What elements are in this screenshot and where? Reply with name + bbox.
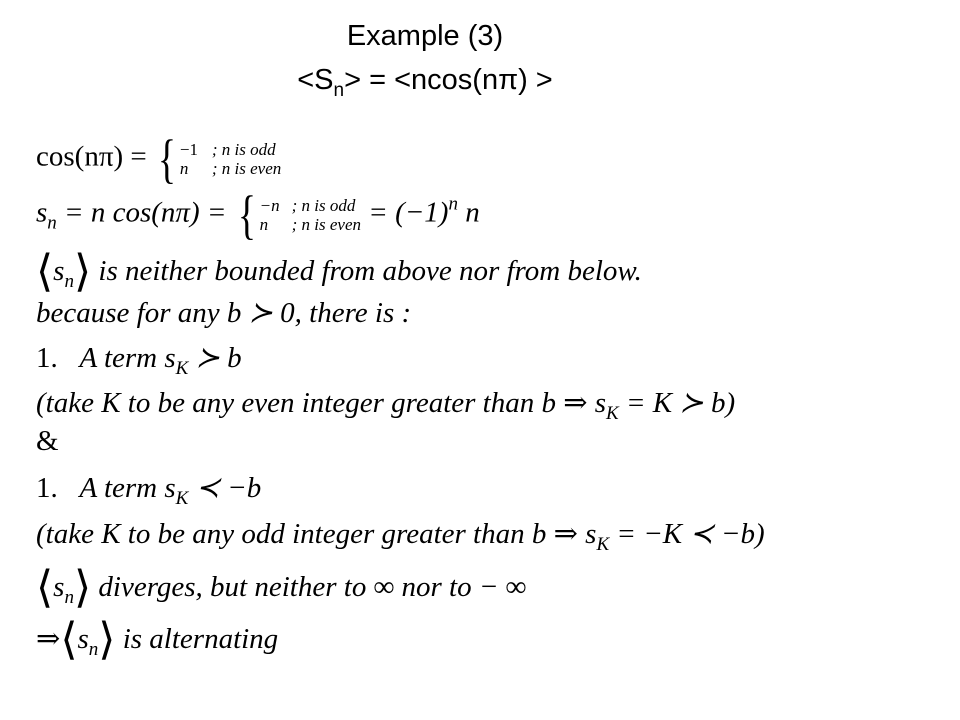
diverges-statement: $⟨s_n⟩$ diverges, but neither to ∞ nor to − ∞ <box>36 562 527 613</box>
bounded-statement: $⟨s_n⟩$ is neither bounded from above nor from below. <box>36 246 642 297</box>
alternating-statement: $\Rightarrow⟨s_n⟩$ is alternating <box>36 614 279 665</box>
item-1: 1. A term $s_K$ ≻ b <box>36 342 242 379</box>
right-angle-icon: ⟩ <box>73 246 92 297</box>
take-odd-line: (take K to be any odd integer greater than b ⇒ $s_K = -K$ ≺ −b) <box>36 518 765 555</box>
item-2: 1. A term $s_K$ ≺ −b <box>36 472 262 509</box>
sn-definition: $s_n = n$ cos(nπ) = { −n ; n is odd n ; n is even = $(-1)^n$ n <box>36 185 480 245</box>
title-line-1: Example (3) <box>346 20 504 52</box>
cos-cases: { −1 ; n is odd n ; n is even <box>157 129 282 189</box>
implies-icon: ⇒ <box>36 623 61 655</box>
title-line-2: $<S_n> = <ncos(n\pi)$ > <box>297 64 553 101</box>
slide-title <box>0 14 850 113</box>
right-angle-icon: ⟩ <box>73 562 92 613</box>
left-angle-icon: ⟨ <box>36 246 54 297</box>
left-angle-icon: ⟨ <box>36 562 54 613</box>
left-angle-icon: ⟨ <box>60 614 78 665</box>
cos-definition: cos(nπ) = { −1 ; n is odd n ; n is even <box>36 129 282 189</box>
sn-cases: { −n ; n is odd n ; n is even <box>237 185 361 245</box>
right-angle-icon: ⟩ <box>98 614 116 665</box>
because-statement: because for any b ≻ 0, there is : <box>36 297 412 329</box>
ampersand: & <box>36 425 59 457</box>
take-even-line: (take K to be any even integer greater than b ⇒ $s_K = K$ ≻ b) <box>36 387 736 424</box>
